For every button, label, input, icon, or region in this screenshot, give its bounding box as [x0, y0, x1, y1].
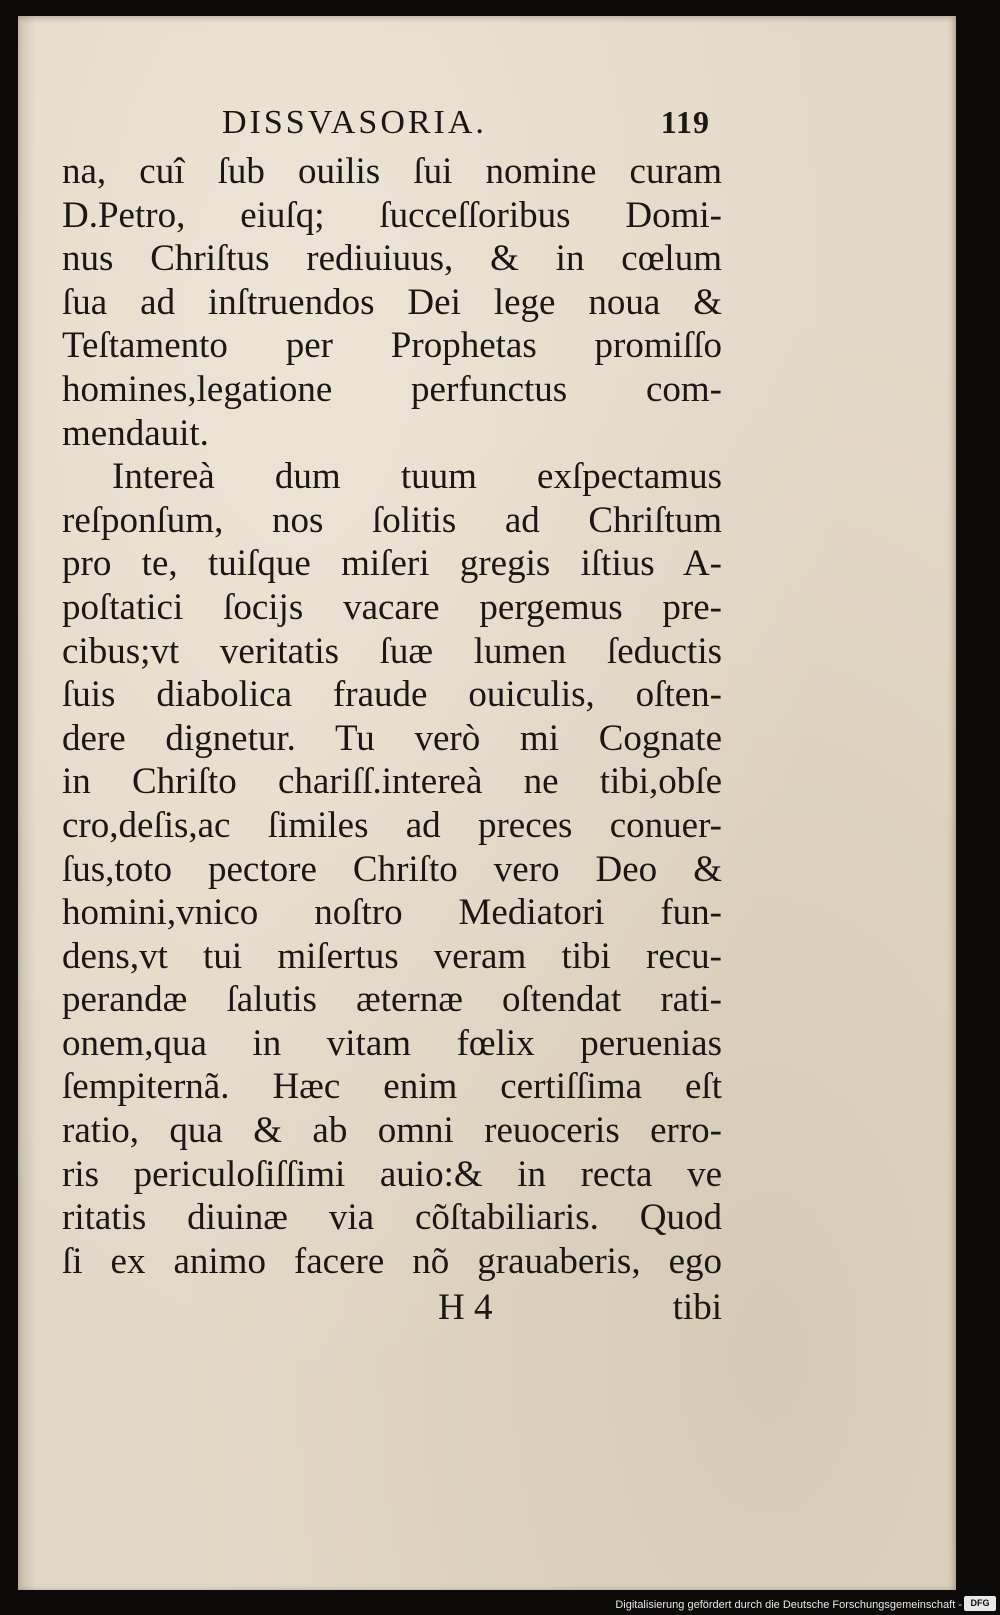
text-line: reſponſum, nos ſolitis ad Chriſtum [62, 499, 722, 541]
signature-mark: H 4 [438, 1287, 493, 1328]
text-line: dere dignetur. Tu verò mi Cognate [62, 717, 722, 759]
catchword: tibi [672, 1287, 722, 1328]
text-line: na, cuî ſub ouilis ſui nomine curam [62, 151, 722, 192]
text-line: dens,vt tui miſertus veram tibi recu- [62, 935, 722, 977]
running-title: DISSVASORIA. [222, 104, 487, 141]
text-line: ſuis diabolica fraude ouiculis, oſten- [62, 674, 722, 716]
text-line: in Chriſto chariſſ.intereà ne tibi,obſe [62, 761, 722, 803]
text-line: cro,deſis,ac ſimiles ad preces conuer- [62, 804, 722, 846]
text-line: pro te, tuiſque miſeri gregis iſtius A- [62, 543, 722, 585]
digitization-footer [0, 1593, 1000, 1615]
text-line: poſtatici ſocijs vacare pergemus pre- [62, 586, 722, 628]
page-footer-line [62, 1286, 722, 1332]
text-line: Intereà dum tuum exſpectamus [112, 456, 722, 498]
text-line: ſi ex animo facere nõ grauaberis, ego [62, 1240, 722, 1282]
page-header [62, 104, 718, 148]
text-line: homini,vnico noſtro Mediatori fun- [62, 892, 722, 934]
page-number: 119 [660, 104, 710, 140]
text-line: perandæ ſalutis æternæ oſtendat rati- [62, 979, 722, 1021]
body-text [62, 150, 722, 1283]
text-line: homines,legatione perfunctus com- [62, 368, 722, 410]
text-line: ſua ad inſtruendos Dei lege noua & [62, 281, 722, 323]
text-line: ritatis diuinæ via cõſtabiliaris. Quod [62, 1197, 722, 1239]
funding-credit: Digitalisierung gefördert durch die Deutsche Forschungsgemeinschaft - [615, 1599, 962, 1611]
text-line: ris periculoſiſſimi auio:& in recta ve [62, 1153, 722, 1195]
text-line: cibus;vt veritatis ſuæ lumen ſeductis [62, 630, 722, 672]
text-line: ſus,toto pectore Chriſto vero Deo & [62, 848, 722, 890]
text-line: nus Chriſtus rediuiuus, & in cœlum [62, 238, 722, 280]
dfg-logo-icon: DFG [964, 1596, 996, 1611]
text-line: mendauit. [62, 412, 209, 454]
text-line: onem,qua in vitam fœlix peruenias [62, 1022, 722, 1064]
text-line: D.Petro, eiuſq; ſucceſſoribus Domi- [62, 194, 722, 236]
text-line: ſempiternã. Hæc enim certiſſima eſt [62, 1066, 722, 1108]
text-line: ratio, qua & ab omni reuoceris erro- [62, 1110, 722, 1152]
text-line: Teſtamento per Prophetas promiſſo [62, 325, 722, 367]
